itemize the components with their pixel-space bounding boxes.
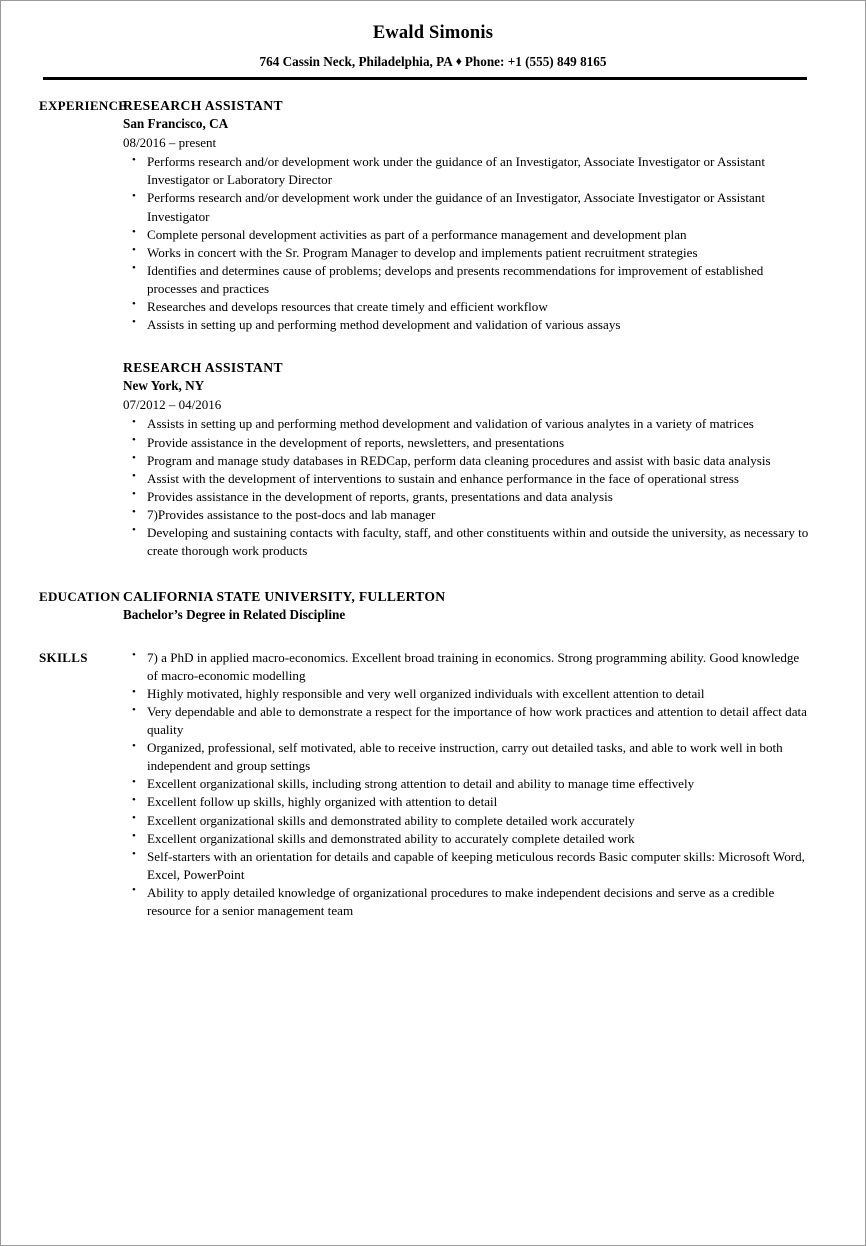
job-title: RESEARCH ASSISTANT <box>123 359 283 375</box>
section-label-experience: EXPERIENCE <box>39 97 128 113</box>
list-item: • Performs research and/or development work under the guidance of an Investigator, Associate Investigator or Assistant Investigator or Laboratory Director <box>123 153 811 189</box>
section-education <box>1 587 865 625</box>
list-item: • Excellent organizational skills and demonstrated ability to complete detailed work accurately <box>123 812 811 830</box>
education-degree: Bachelor’s Degree in Related Discipline <box>123 607 346 623</box>
experience-job <box>123 358 811 560</box>
section-skills <box>1 648 865 920</box>
list-item: • Provide assistance in the development of reports, newsletters, and presentations <box>123 434 811 452</box>
section-experience <box>1 96 865 560</box>
job-dates: 08/2016 – present <box>123 134 217 150</box>
list-item: • Ability to apply detailed knowledge of organizational procedures to make independent decisions and serve as a credible resource for a senior management team <box>123 884 811 920</box>
list-item: • Assists in setting up and performing method development and validation of various analytes in a variety of matrices <box>123 415 811 433</box>
job-location: San Francisco, CA <box>123 116 229 132</box>
list-item: • Identifies and determines cause of problems; develops and presents recommendations for improvement of established processes and practices <box>123 262 811 298</box>
list-item: • Excellent organizational skills, including strong attention to detail and ability to manage time effectively <box>123 775 811 793</box>
list-item: • Program and manage study databases in REDCap, perform data cleaning procedures and assist with basic data analysis <box>123 452 811 470</box>
list-item: • Complete personal development activities as part of a performance management and development plan <box>123 226 811 244</box>
section-label-education: EDUCATION <box>39 588 121 604</box>
resume-content <box>1 80 865 920</box>
list-item: • Performs research and/or development work under the guidance of an Investigator, Associate Investigator or Assistant Investigator <box>123 189 811 225</box>
education-school: CALIFORNIA STATE UNIVERSITY, FULLERTON <box>123 588 446 604</box>
list-item: • Organized, professional, self motivated, able to receive instruction, carry out detailed tasks, and able to work well in both independent and group settings <box>123 739 811 775</box>
job-bullet-list <box>123 415 811 560</box>
resume-header <box>1 1 865 80</box>
section-label-skills: SKILLS <box>39 649 88 665</box>
list-item: • Works in concert with the Sr. Program Manager to develop and implements patient recruitment strategies <box>123 244 811 262</box>
list-item: • Very dependable and able to demonstrate a respect for the importance of how work practices and attention to detail affect data quality <box>123 703 811 739</box>
list-item: • Excellent organizational skills and demonstrated ability to accurately complete detailed work <box>123 830 811 848</box>
candidate-address: 764 Cassin Neck, Philadelphia, PA <box>259 54 453 70</box>
job-title: RESEARCH ASSISTANT <box>123 97 283 113</box>
diamond-separator-icon: ♦ <box>455 54 462 69</box>
skills-entries <box>123 648 865 920</box>
job-dates: 07/2012 – 04/2016 <box>123 397 222 412</box>
candidate-contact-line <box>1 55 865 70</box>
experience-entries <box>123 96 865 560</box>
skills-bullet-list <box>123 649 811 920</box>
job-location: New York, NY <box>123 378 205 394</box>
experience-job <box>123 96 811 334</box>
candidate-name: Ewald Simonis <box>372 23 494 43</box>
list-item: • Provides assistance in the development of reports, grants, presentations and data analysis <box>123 488 811 506</box>
education-entries <box>123 587 865 625</box>
list-item: • Self-starters with an orientation for details and capable of keeping meticulous records Basic computer skills: Microsoft Word, Excel, PowerPoint <box>123 848 811 884</box>
candidate-phone: Phone: +1 (555) 849 8165 <box>464 54 607 70</box>
list-item: • Assist with the development of interventions to sustain and enhance performance in the face of operational stress <box>123 470 811 488</box>
list-item: • Assists in setting up and performing method development and validation of various assays <box>123 316 811 334</box>
list-item: • 7) a PhD in applied macro-economics. Excellent broad training in economics. Strong programming ability. Good knowledge of macro-economic modelling <box>123 649 811 685</box>
list-item: • Researches and develops resources that create timely and efficient workflow <box>123 298 811 316</box>
list-item: • Highly motivated, highly responsible and very well organized individuals with excellent attention to detail <box>123 685 811 703</box>
list-item: • Developing and sustaining contacts with faculty, staff, and other constituents within and outside the university, as necessary to create thorough work products <box>123 524 811 560</box>
job-bullet-list <box>123 153 811 334</box>
list-item: • Excellent follow up skills, highly organized with attention to detail <box>123 793 811 811</box>
list-item: • 7)Provides assistance to the post-docs and lab manager <box>123 506 811 524</box>
